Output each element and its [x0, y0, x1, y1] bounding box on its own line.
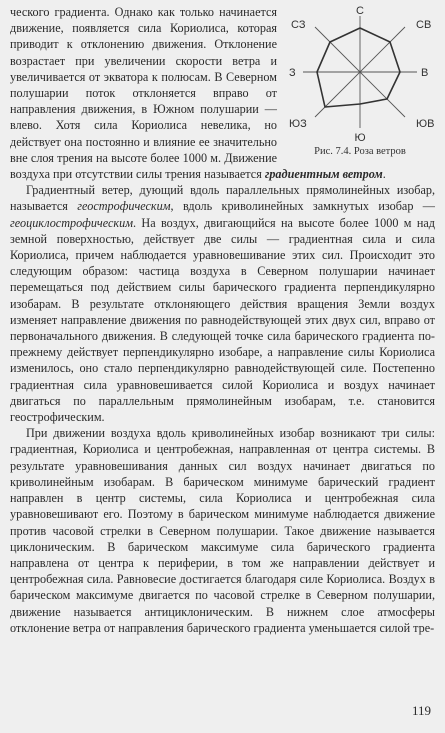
wind-rose-diagram — [285, 4, 435, 144]
term-geocyclostrophic: геоциклострофическим — [10, 215, 133, 230]
paragraph-2-text-c: . На воздух, двигающийся на высоте более 1000 м над земной поверхностью, действует две силы — градиентная сила и сила Кориолиса, причем наблюдается уравновешивание этих сил. Происходит это следующим образом: частица воздуха в Северном полушарии начинает перемещаться под действием силы барического градиента перпендикулярно изобарам. В результате отклоняющего действия вращения Земли воздух изменяет направление движения по равнодействующей этих двух сил, вправо от первоначального движения. В следующей точке сила барического градиента по-прежнему действует перпендикулярно изобаре, а направление силы Кориолиса изменилось, оно стало перпендикулярно равнодействующей силе. Постепенно градиентная сила уравновешивается силой Кориолиса и воздух начинает двигаться по параллельным прямолинейным изобарам, т.е. становится геострофическим. — [10, 215, 435, 425]
label-southwest: ЮЗ — [289, 118, 307, 130]
paragraph-2-text-a: Градиентный ветер, дующий вдоль параллельных прямолинейных изобар, называется — [10, 183, 435, 214]
paragraph-2-text-b: , вдоль криволинейных замкнутых изобар — — [170, 199, 435, 214]
term-geostrophic: геострофическим — [77, 199, 171, 214]
text-column — [10, 4, 435, 636]
paragraph-1-text: ческого градиента. Однако как только начинается движение, появляется сила Кориолиса, которая приводит к отклонению движения. Отклонение возрастает при увеличении скорости ветра и увеличивается от экватора к полюсам. В Северном полушарии поток отклоняется вправо от направления движения, в Южном полушарии — влево. Хотя сила Кориолиса невелика, но действует она постоянно и влияние ее значительно вне слоя трения на высоте более 1000 м. Движение воздуха при отсутствии силы трения называется — [10, 5, 277, 182]
label-east: В — [421, 67, 429, 79]
wind-rose-polygon — [317, 28, 400, 107]
paragraph-2 — [10, 182, 435, 425]
figure-caption: Рис. 7.4. Роза ветров — [314, 146, 406, 157]
paragraph-3: При движении воздуха вдоль криволинейных изобар возникают три силы: градиентная, Кориолиса и центробежная, направленная от центра системы. В результате уравновешивания данных сил воздух начинает двигаться по криволинейным изобарам. В барическом минимуме барический градиент направлен в центр системы, сила Кориолиса и центробежная сила уравновешивают его. Поэтому в барическом минимуме наблюдается движение против часовой стрелки в Северном полушарии. Такое движение называется циклоническим. В барическом максимуме сила барического градиента направлена от центра к периферии, в том же направлении действует и центробежная сила. Равновесие достигается благодаря силе Кориолиса. Воздух в барическом максимуме двигается по часовой стрелке в Северном полушарии, движение называется антициклоническим. В нижнем слое атмосферы отклонение ветра от направления барического градиента уменьшается силой тре- — [10, 426, 435, 635]
label-south: Ю — [354, 132, 366, 144]
label-northeast: СВ — [416, 19, 432, 31]
paragraph-1-end: . — [382, 167, 386, 182]
label-northwest: СЗ — [291, 19, 306, 31]
label-north: С — [356, 5, 364, 17]
term-gradient-wind: градиентным ветром — [264, 167, 383, 182]
page-number: 119 — [411, 703, 431, 718]
wind-rose-figure — [285, 4, 435, 157]
label-southeast: ЮВ — [416, 118, 435, 130]
label-west: З — [289, 67, 296, 79]
